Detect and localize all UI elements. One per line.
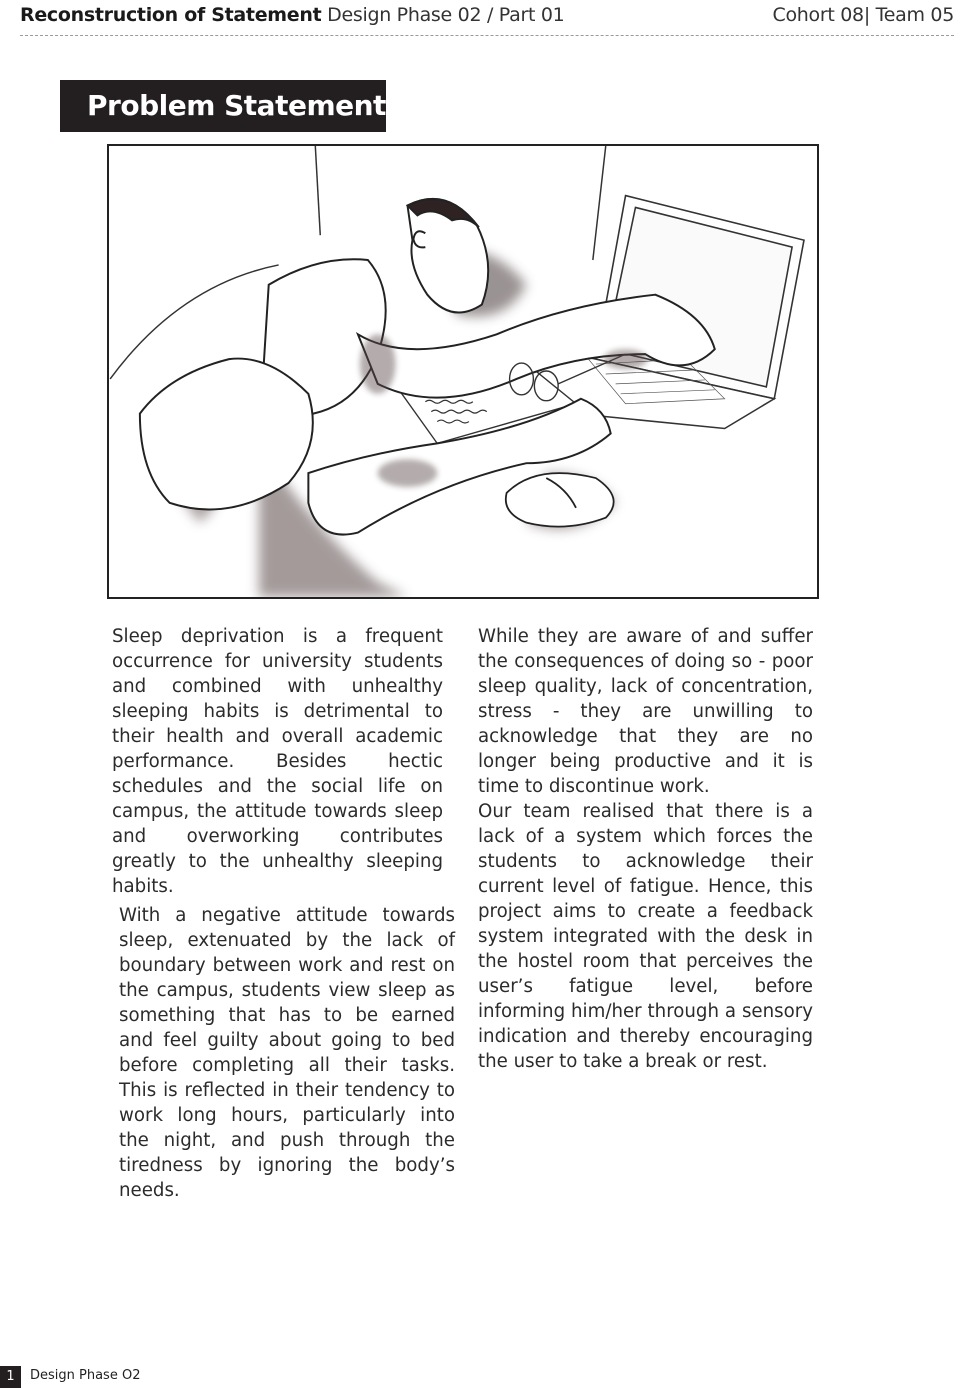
page-header — [20, 4, 954, 30]
column-right-paragraph-1 — [478, 624, 813, 799]
cohort-team-label: Cohort 08| Team 05 — [772, 4, 954, 26]
paragraph-negative-attitude: With a negative attitude towards sleep, extenuated by the lack of boundary between work and rest on the campus, students view sleep as something that has to be earned and feel guilty about going to bed before completing all their tasks. This is reflected in their tendency to work long hours, particularly into the night, and push through the tiredness by ignoring the body’s needs. — [119, 905, 455, 1201]
sleeping-student-illustration — [107, 144, 819, 599]
column-left-paragraph-2 — [119, 903, 455, 1203]
page-footer — [0, 1366, 200, 1388]
paragraph-sleep-deprivation: Sleep deprivation is a frequent occurrence for university students and combined with unhealthy sleeping habits is detrimental to their health and overall academic performance. Besides hectic schedules and the social life on campus, the attitude towards sleep and overworking contributes greatly to the unhealthy sleeping habits. — [112, 626, 443, 897]
page-number: 1 — [0, 1366, 21, 1388]
document-title — [20, 4, 564, 26]
paragraph-consequences: While they are aware of and suffer the consequences of doing so - poor sleep quality, lack of concentration, stress - they are unwilling to acknowledge that they are no longer being productive and it is time to discontinue work. — [478, 626, 813, 797]
document-title-phase: Design Phase 02 / Part 01 — [327, 4, 565, 26]
header-divider — [20, 35, 954, 36]
document-title-main: Reconstruction of Statement — [20, 4, 322, 26]
column-left-paragraph-1 — [112, 624, 443, 899]
paragraph-project-aim: Our team realised that there is a lack of a system which forces the students to acknowledge their current level of fatigue. Hence, this project aims to create a feedback system integrated with the desk in the hostel room that perceives the user’s fatigue level, before informing him/her through a sensory indication and thereby encouraging the user to take a break or rest. — [478, 801, 813, 1072]
section-title: Problem Statement — [60, 80, 386, 132]
footer-label: Design Phase O2 — [30, 1368, 141, 1383]
column-right-paragraph-2 — [478, 799, 813, 1074]
